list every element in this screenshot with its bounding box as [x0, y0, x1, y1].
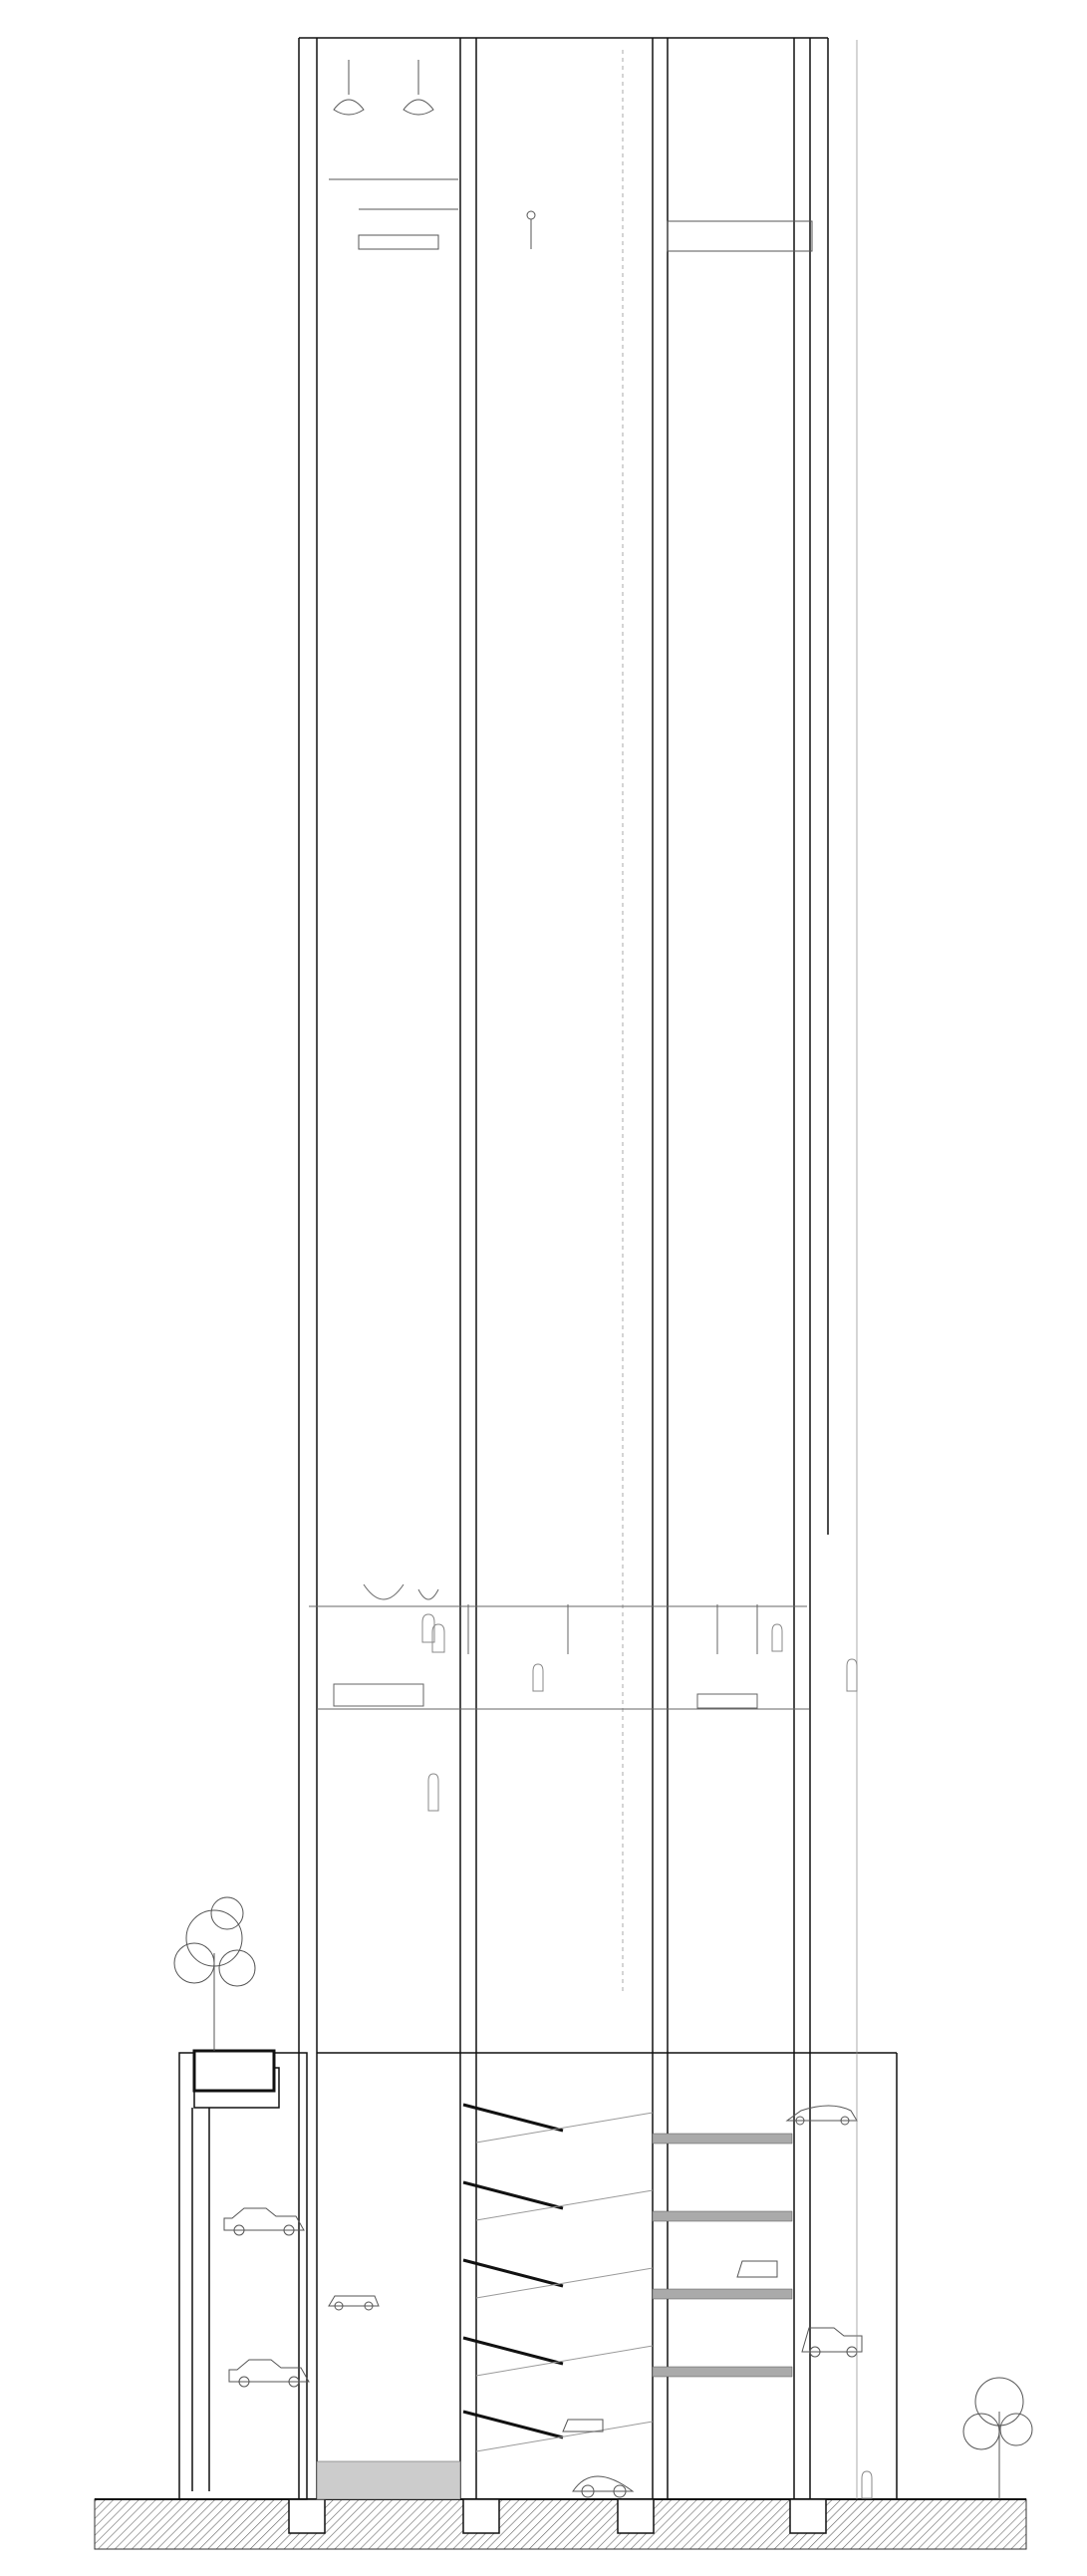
car-icons	[224, 2106, 862, 2497]
social-area-details	[309, 1584, 809, 1709]
tree-right-icon	[963, 2378, 1032, 2499]
tree-left-icon	[174, 1897, 255, 2051]
planter-box	[194, 2051, 274, 2091]
people-figures	[422, 1614, 872, 2498]
parking-grey-bars	[317, 2134, 792, 2499]
parking-ramps-light	[476, 2113, 653, 2451]
ground-hatch	[95, 2499, 1026, 2549]
parking-ramps	[463, 2105, 563, 2437]
tower-structure	[299, 38, 828, 2499]
rooftop-furniture	[329, 60, 812, 251]
